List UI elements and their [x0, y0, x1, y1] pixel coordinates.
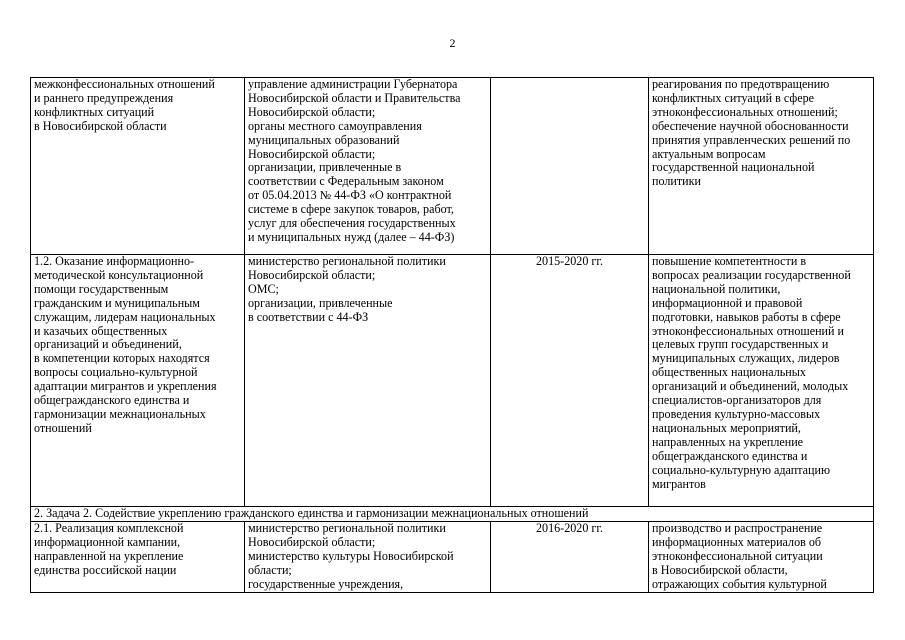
task-heading: 2. Задача 2. Содействие укреплению гражданского единства и гармонизации межнациональных отношений — [31, 507, 874, 522]
executors-cell: управление администрации Губернатора Новосибирской области и Правительства Новосибирской области; органы местного самоуправления муниципальных образований Новосибирской области; организации, привлеченные в соответствии с Федеральным законом от 05.04.2013 № 44-ФЗ «О контрактной системе в сфере закупок товаров, работ, услуг для обеспечения государственных и муниципальных нужд (далее – 44-ФЗ) — [245, 78, 491, 255]
period-cell: 2016-2020 гг. — [491, 521, 649, 592]
result-cell: производство и распространение информационных материалов об этноконфессиональной ситуации в Новосибирской области, отражающих события культурной — [649, 521, 874, 592]
result-cell: повышение компетентности в вопросах реализации государственной национальной политики, информационной и правовой подготовки, навыков работы в сфере этноконфессиональных отношений и целевых групп государственных и муниципальных служащих, лидеров общественных национальных организаций и объединений, молодых специалистов-организаторов для проведения культурно-массовых национальных мероприятий, направленных на укрепление общегражданского единства и социально-культурную адаптацию мигрантов — [649, 255, 874, 507]
table-row — [31, 521, 874, 592]
period-cell — [491, 78, 649, 255]
table-row — [31, 255, 874, 507]
activity-cell: межконфессиональных отношений и раннего предупреждения конфликтных ситуаций в Новосибирской области — [31, 78, 245, 255]
result-cell: реагирования по предотвращению конфликтных ситуаций в сфере этноконфессиональных отношений; обеспечение научной обоснованности принятия управленческих решений по актуальным вопросам государственной национальной политики — [649, 78, 874, 255]
activity-cell: 1.2. Оказание информационно- методической консультационной помощи государственным гражданским и муниципальным служащим, лидерам национальных и казачьих общественных организаций и объединений, в компетенции которых находятся вопросы социально-культурной адаптации мигрантов и укрепления общегражданского единства и гармонизации межнациональных отношений — [31, 255, 245, 507]
executors-cell: министерство региональной политики Новосибирской области; министерство культуры Новосибирской области; государственные учреждения, — [245, 521, 491, 592]
program-table — [30, 77, 874, 593]
page-number: 2 — [449, 36, 456, 50]
task-heading-row — [31, 507, 874, 522]
table-row — [31, 78, 874, 255]
activity-cell: 2.1. Реализация комплексной информационной кампании, направленной на укрепление единства российской нации — [31, 521, 245, 592]
executors-cell: министерство региональной политики Новосибирской области; ОМС; организации, привлеченные в соответствии с 44-ФЗ — [245, 255, 491, 507]
period-cell: 2015-2020 гг. — [491, 255, 649, 507]
